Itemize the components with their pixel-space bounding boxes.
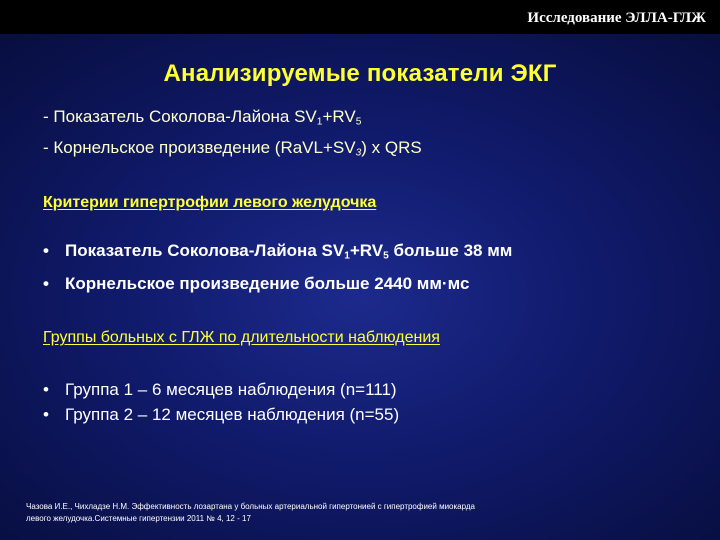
criteria-heading: Критерии гипертрофии левого желудочка: [43, 194, 377, 211]
metric-cornell-product: - Корнельское произведение $(RaVL+SV_3)$ х QRS: [43, 138, 422, 159]
citation-line-2: левого желудочка.Системные гипертензии 2011 № 4, 12 - 17: [26, 514, 251, 523]
metric-text: Корнельское произведение (RaVL+SV: [53, 138, 356, 157]
footer-citation: [26, 501, 666, 525]
group-item-2: • Группа 2 – 12 месяцев наблюдения (n=55): [43, 405, 400, 424]
bullet-icon: •: [43, 405, 49, 424]
groups-heading: Группы больных с ГЛЖ по длительности наблюдения: [43, 329, 440, 346]
header-bar: [0, 0, 720, 34]
slide-title: Анализируемые показатели ЭКГ: [163, 60, 557, 87]
bullet-icon: •: [43, 274, 49, 293]
bullet-icon: •: [43, 380, 49, 399]
metric-sokolow-lyon: - Показатель Соколова-Лайона $SV_1+RV_5$: [43, 107, 362, 128]
criteria-item-sokolow-lyon: • Показатель Соколова-Лайона $SV_1+RV_5$ больше 38 мм: [43, 241, 513, 262]
header-title: Исследование ЭЛЛА-ГЛЖ: [527, 10, 706, 26]
metric-text: Показатель Соколова-Лайона SV: [53, 107, 317, 126]
criteria-item-cornell: • Корнельское произведение больше 2440 мм·мс: [43, 274, 470, 293]
bullet-icon: •: [43, 241, 49, 260]
citation-line-1: Чазова И.Е., Чихладзе Н.М. Эффективность лозартана у больных артериальной гипертонией с гипертрофией миокарда: [26, 502, 475, 511]
group-item-1: • Группа 1 – 6 месяцев наблюдения (n=111): [43, 380, 397, 399]
